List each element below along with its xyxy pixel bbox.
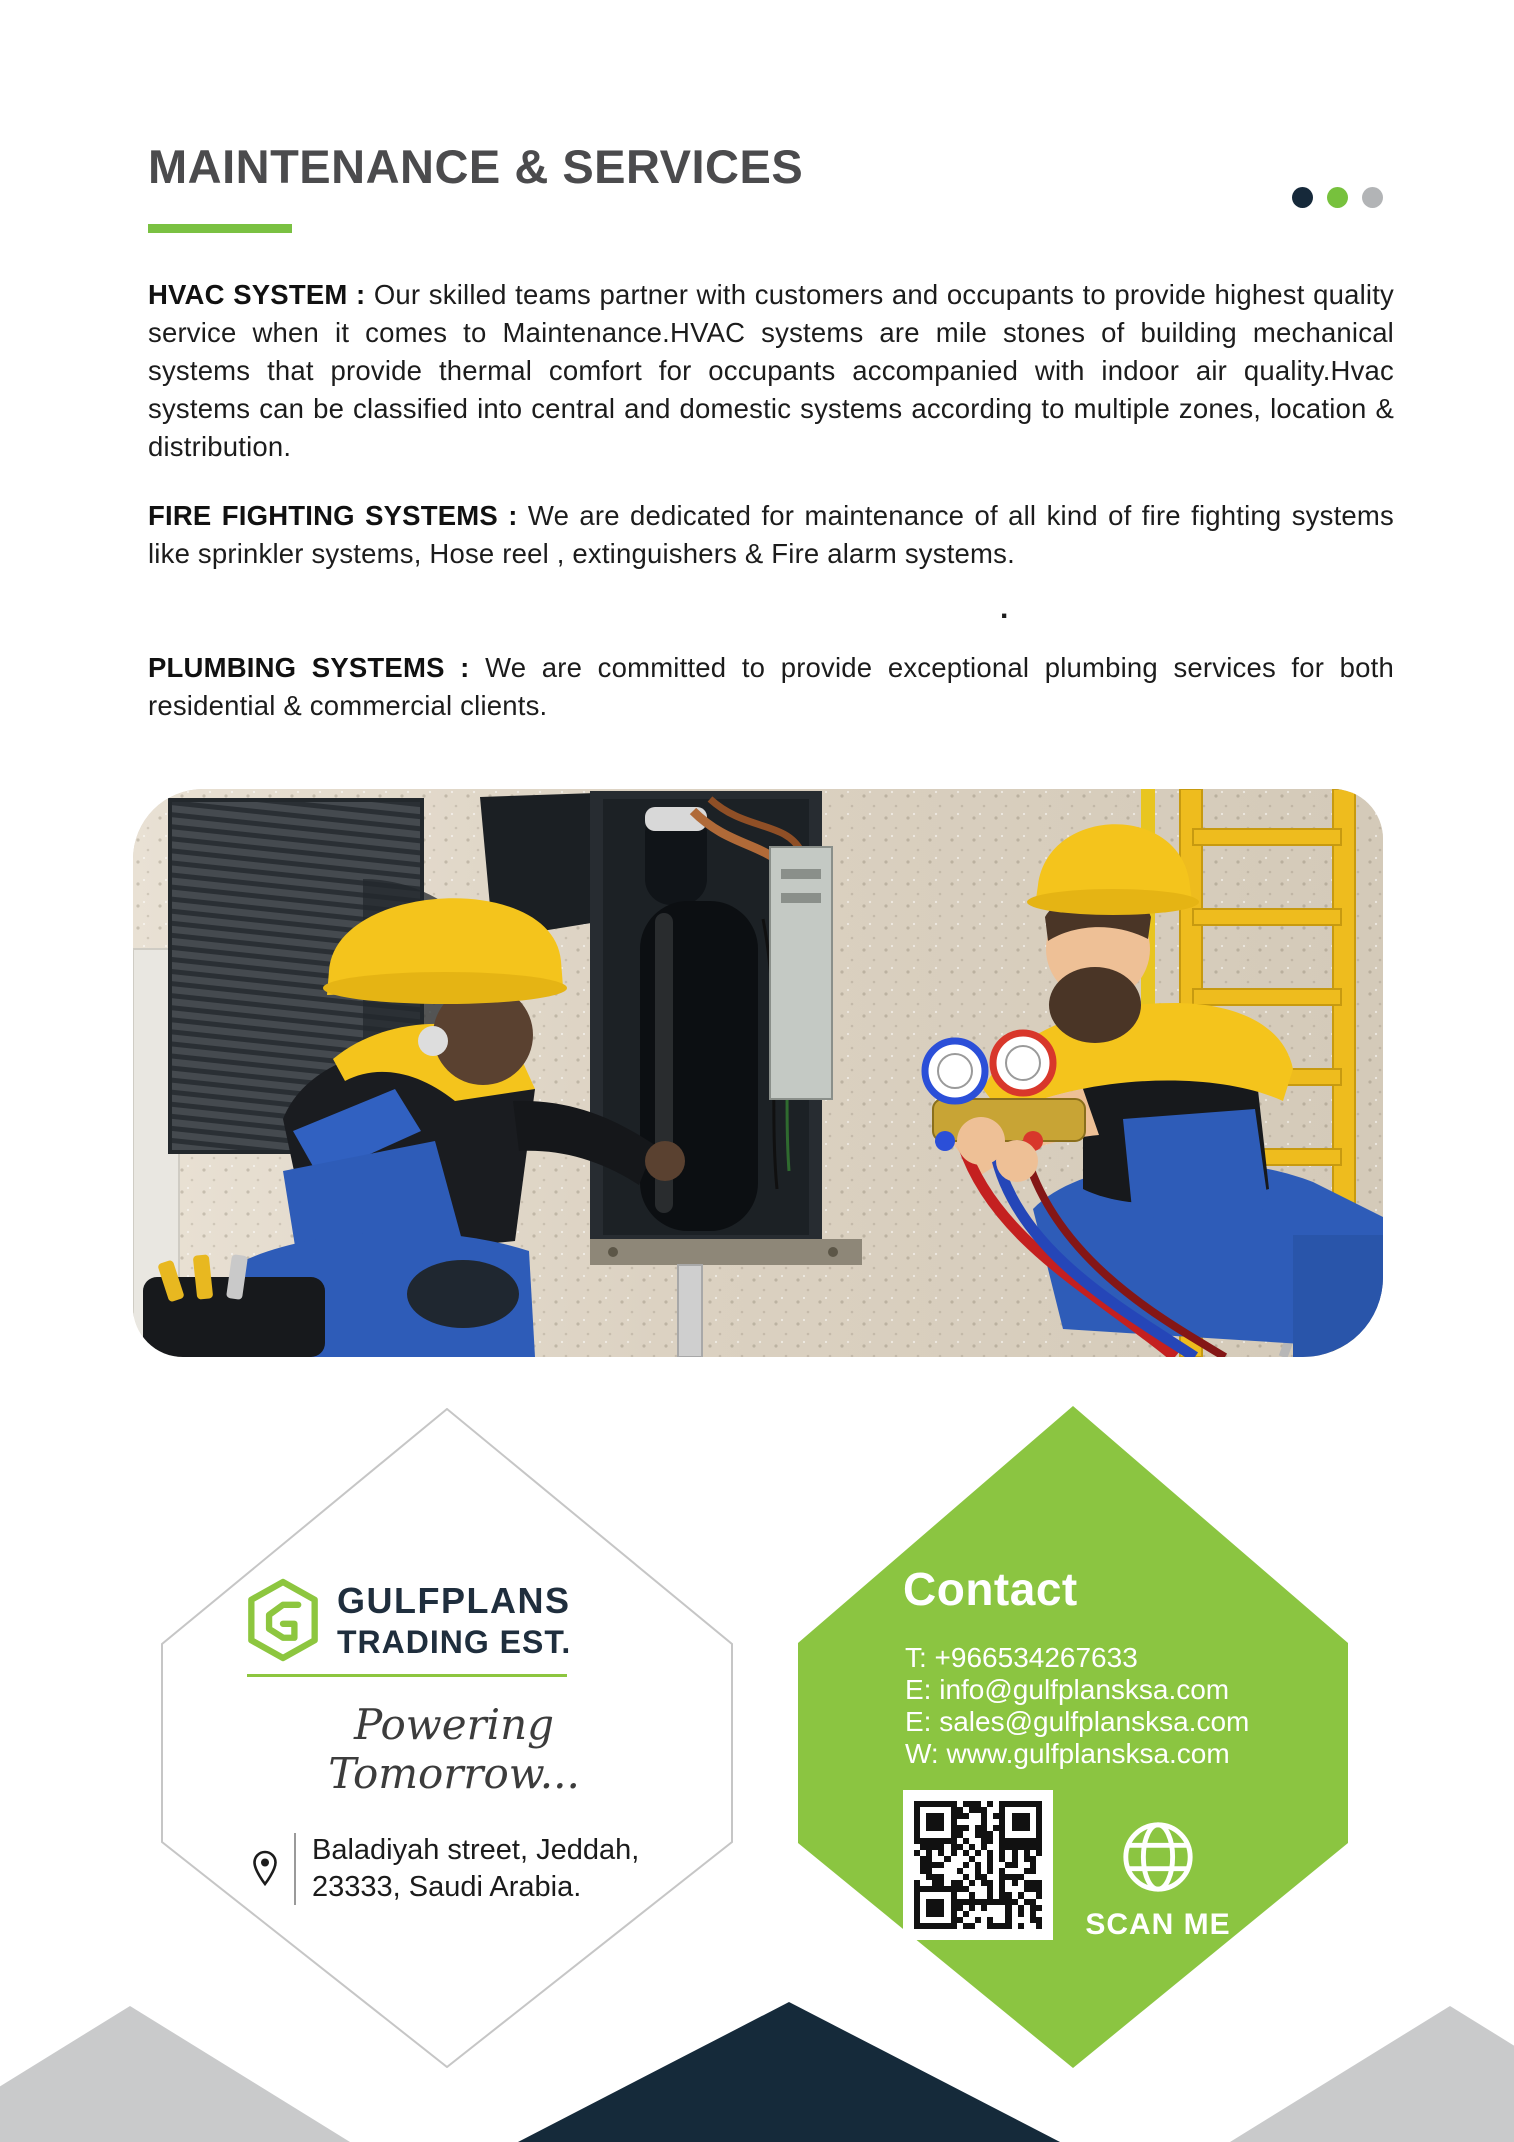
address-line-1: Baladiyah street, Jeddah, bbox=[312, 1834, 640, 1866]
dot-gray-icon bbox=[1362, 187, 1383, 208]
section-body: We are committed to provide exceptional plumbing services for both residential & commercial clients. bbox=[148, 652, 1394, 721]
progress-dots bbox=[1292, 187, 1383, 208]
page-title: MAINTENANCE & SERVICES bbox=[148, 140, 804, 193]
globe-icon bbox=[1119, 1818, 1197, 1896]
contact-phone[interactable]: T: +966534267633 bbox=[905, 1642, 1138, 1673]
logo-subname: TRADING EST. bbox=[337, 1623, 572, 1660]
contact-email-info[interactable]: E: info@gulfplansksa.com bbox=[905, 1674, 1230, 1705]
contact-email-sales[interactable]: E: sales@gulfplansksa.com bbox=[905, 1706, 1250, 1737]
address-block bbox=[250, 1832, 639, 1906]
hvac-technicians-photo bbox=[133, 789, 1383, 1357]
address-line-2: 23333, Saudi Arabia. bbox=[312, 1871, 582, 1903]
section-heading: HVAC SYSTEM : bbox=[148, 279, 374, 310]
qr-code bbox=[903, 1790, 1053, 1940]
company-logo bbox=[245, 1578, 571, 1662]
stray-period: . bbox=[1000, 592, 1009, 625]
location-pin-icon bbox=[250, 1849, 280, 1889]
section-fire-fighting bbox=[148, 497, 1394, 573]
section-heading: PLUMBING SYSTEMS : bbox=[148, 652, 486, 683]
qr-modules bbox=[914, 1801, 1042, 1929]
photo-illustration bbox=[133, 789, 1383, 1357]
logo-hexagon-icon bbox=[245, 1578, 321, 1662]
section-heading: FIRE FIGHTING SYSTEMS : bbox=[148, 500, 528, 531]
tagline-script: Powering Tomorrow... bbox=[328, 1700, 580, 1798]
section-plumbing bbox=[148, 649, 1394, 725]
dot-navy-icon bbox=[1292, 187, 1313, 208]
section-body: Our skilled teams partner with customers and occupants to provide highest quality service when it comes to Maintenance.HVAC systems are mile stones of building mechanical systems that provide thermal comfort for occupants accompanied with indoor air quality.Hvac systems can be classified into central and domestic systems according to multiple zones, location & distribution. bbox=[148, 279, 1394, 462]
dot-green-icon bbox=[1327, 187, 1348, 208]
title-underline bbox=[148, 224, 292, 233]
scan-me-label: SCAN ME bbox=[1085, 1908, 1231, 1941]
scan-me-block bbox=[1083, 1818, 1233, 1942]
contact-website[interactable]: W: www.gulfplansksa.com bbox=[905, 1738, 1230, 1769]
contact-lines bbox=[905, 1642, 1249, 1770]
logo-name: GULFPLANS bbox=[337, 1579, 571, 1621]
section-body: We are dedicated for maintenance of all kind of fire fighting systems like sprinkler systems, Hose reel , extinguishers & Fire alarm systems. bbox=[148, 500, 1394, 569]
section-hvac bbox=[148, 276, 1394, 466]
logo-divider bbox=[247, 1674, 567, 1677]
contact-heading: Contact bbox=[903, 1563, 1078, 1615]
address-divider bbox=[294, 1833, 296, 1905]
